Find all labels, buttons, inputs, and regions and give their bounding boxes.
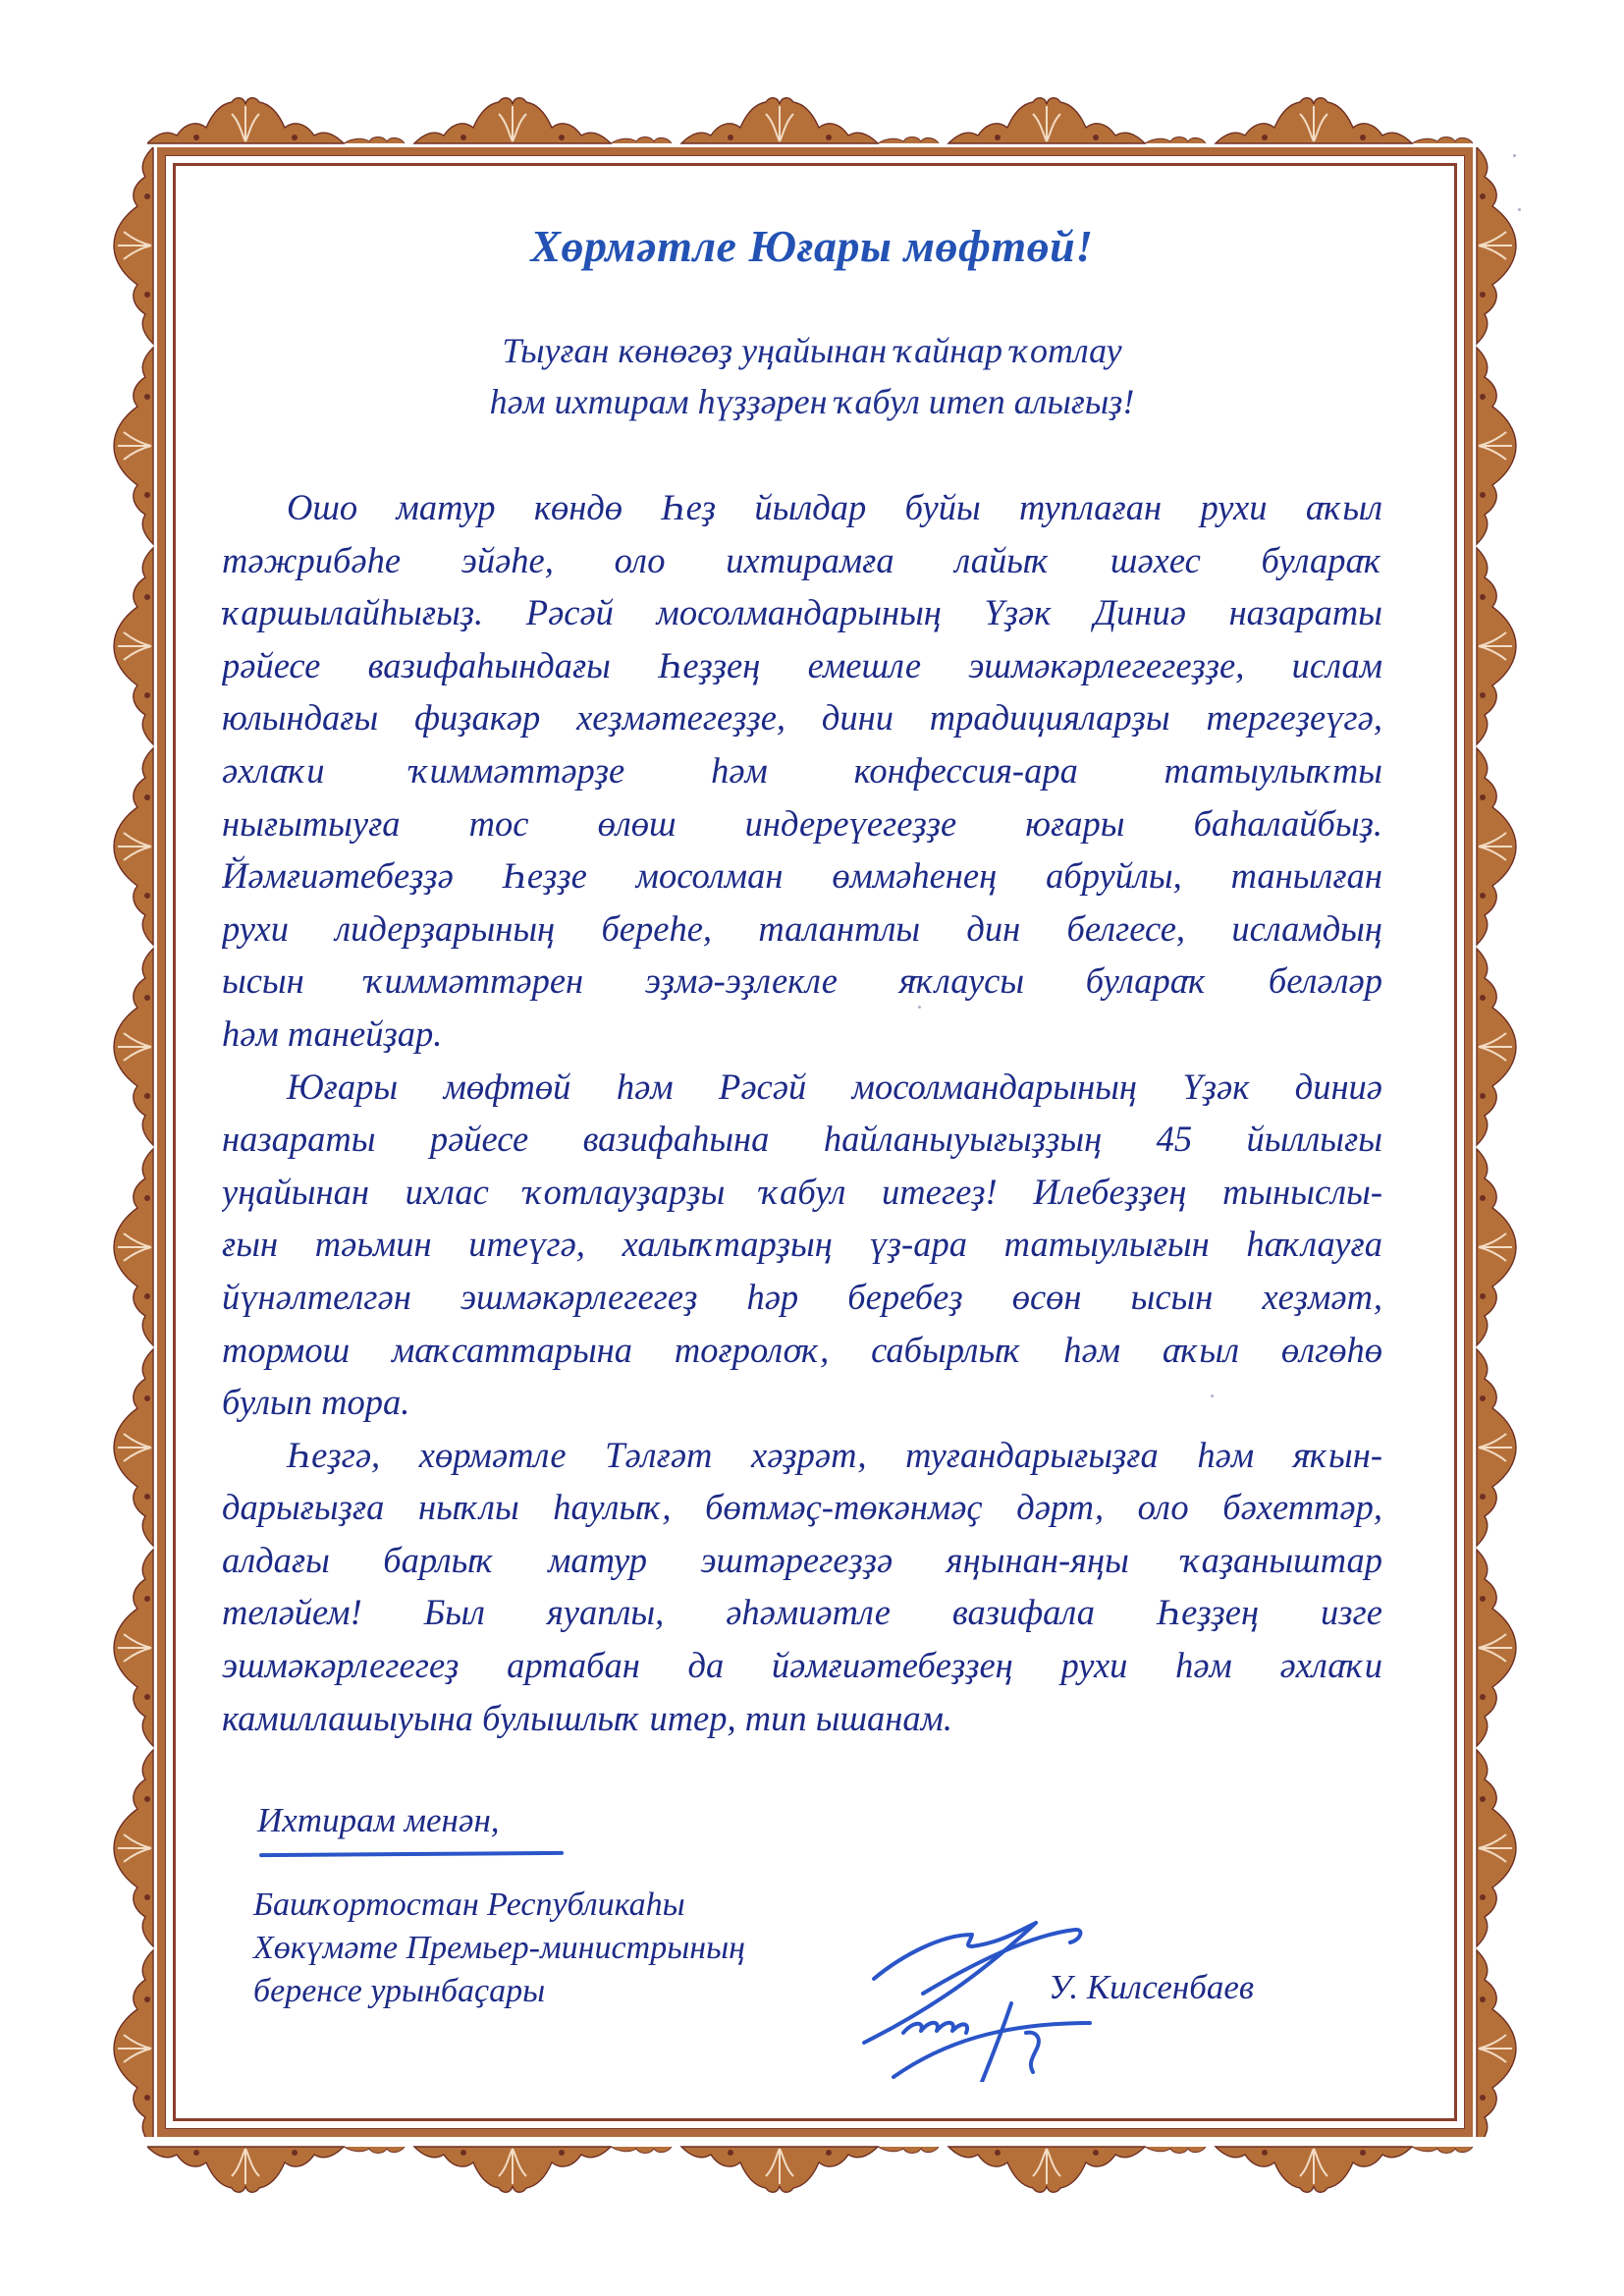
body-line: назараты рәйесе вазифаһына һайланыуығыҙҙың 45 йыллығы — [222, 1119, 1382, 1160]
body-line: рухи лидерҙарының береһе, талантлы дин белгесе, исламдың — [222, 907, 1382, 949]
greeting-line: һәм ихтирам һүҙҙәрен ҡабул итеп алығыҙ! — [489, 382, 1135, 421]
body-line: Юғары мөфтөй һәм Рәсәй мосолмандарының Үҙәк диниә — [287, 1066, 1382, 1107]
scan-speck — [1518, 208, 1521, 211]
letter-body — [222, 481, 1382, 1744]
signer-name: У. Килсенбаев — [1049, 1968, 1255, 2006]
position-line: Башҡортостан Республикаһы — [253, 1886, 685, 1923]
body-line: алдағы барлыҡ матур эштәрегеҙҙә яңынан-яңы ҡаҙаныштар — [222, 1539, 1382, 1580]
scan-speck — [1513, 154, 1516, 157]
body-line: булып тора. — [222, 1382, 410, 1423]
greeting-line: Тыуған көнөгөҙ уңайынан ҡайнар ҡотлау — [502, 331, 1122, 370]
body-line: уңайынан ихлас ҡотлауҙарҙы ҡабул итегеҙ! Илебеҙҙең тыныслы- — [222, 1171, 1382, 1212]
ornament-right-icon — [1475, 147, 1520, 2137]
signer-position — [253, 1884, 745, 2013]
body-line: ысын ҡиммәттәрен эҙмә-эҙлекле яҡлаусы булараҡ беләләр — [222, 960, 1382, 1002]
body-line: Ошо матур көндө Һеҙ йылдар буйы туплаған рухи аҡыл — [287, 487, 1382, 527]
body-line: юлындағы фиҙакәр хеҙмәтегеҙҙе, дини традицияларҙы тергеҙеүгә, — [222, 697, 1382, 738]
body-line: әхлаҡи ҡиммәттәрҙе һәм конфессия-ара татыулыҡты — [222, 749, 1382, 791]
body-line: Йәмғиәтебеҙҙә Һеҙҙе мосолман өммәһенең абруйлы, танылған — [222, 855, 1382, 897]
body-line: тормош маҡсаттарына тоғролоҡ, сабырлыҡ һәм аҡыл өлгөһө — [222, 1329, 1382, 1370]
closing-phrase: Ихтирам менән, — [257, 1801, 500, 1839]
body-line: һәм танейҙар. — [222, 1012, 443, 1054]
body-line: ғын тәьмин итеүгә, халыҡтарҙың үҙ-ара татыулығын һаҡлауға — [222, 1224, 1382, 1265]
body-line: тәжрибәһе эйәһе, оло ихтирамға лайыҡ шәхес булараҡ — [222, 539, 1382, 580]
body-line: эшмәкәрлегегеҙ артабан да йәмғиәтебеҙҙең рухи һәм әхлаҡи — [222, 1645, 1382, 1686]
body-line: камиллашыуына булышлыҡ итер, тип ышанам. — [222, 1697, 953, 1738]
body-line: дарығыҙға ныҡлы һаулыҡ, бөтмәҫ-төкәнмәҫ дәрт, оло бәхеттәр, — [222, 1487, 1382, 1528]
body-line: теләйем! Был яуаплы, әһәмиәтле вазифала Һеҙҙең изге — [222, 1592, 1382, 1633]
ornament-left-icon — [110, 147, 155, 2137]
body-line: Һеҙгә, хөрмәтле Тәлғәт хәҙрәт, туғандарығыҙға һәм яҡын- — [287, 1434, 1382, 1475]
position-line: беренсе урынбаҫары — [253, 1973, 546, 2009]
ornament-bottom-icon — [147, 2139, 1483, 2196]
scan-speck — [918, 1006, 921, 1009]
scan-speck — [1211, 1394, 1214, 1397]
body-line: йүнәлтелгән эшмәкәрлегегеҙ һәр беребеҙ өсөн ысын хеҙмәт, — [222, 1276, 1382, 1317]
body-line: ҡаршылайһығыҙ. Рәсәй мосолмандарының Үҙәк Диниә назараты — [222, 592, 1382, 633]
position-line: Хөкүмәте Премьер-министрының — [253, 1930, 745, 1966]
letter-title: Хөрмәтле Юғары мөфтөй! — [530, 221, 1094, 271]
body-line: рәйесе вазифаһындағы Һеҙҙең емешле эшмәкәрлегегеҙҙе, ислам — [222, 644, 1382, 685]
body-line: нығытыуға тос өлөш индереүегеҙҙе юғары баһалайбыҙ. — [222, 802, 1382, 844]
ornament-top-icon — [147, 94, 1483, 145]
